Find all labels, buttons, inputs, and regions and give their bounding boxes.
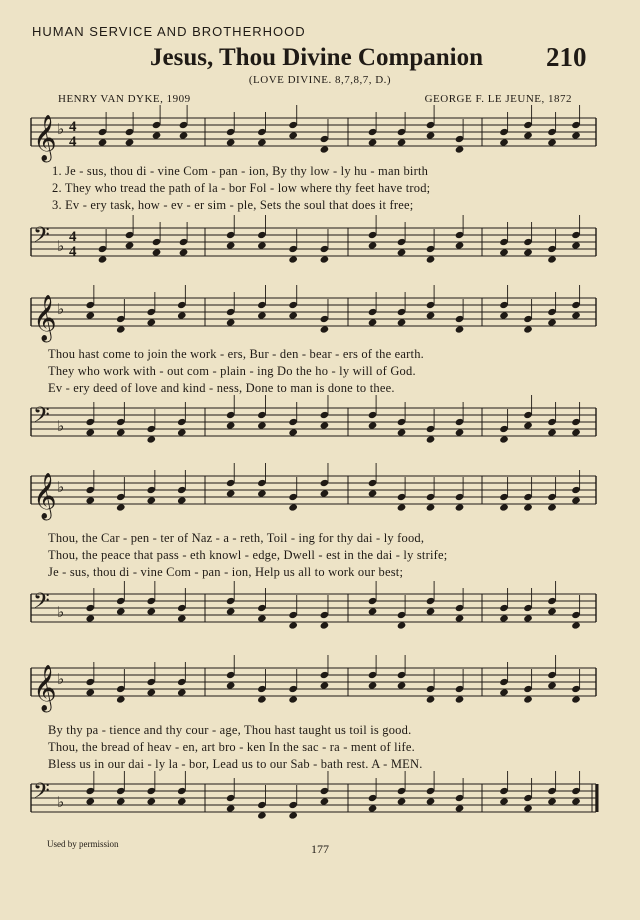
- notehead: [426, 695, 436, 703]
- notehead: [547, 428, 557, 436]
- notehead: [455, 695, 465, 703]
- notehead: [125, 138, 135, 146]
- notehead: [85, 614, 95, 622]
- notehead: [85, 797, 95, 805]
- notehead: [288, 621, 298, 629]
- notehead: [397, 318, 407, 326]
- notehead: [397, 138, 407, 146]
- notehead: [499, 138, 509, 146]
- notehead: [116, 797, 126, 805]
- lyric-line: They who work with - out com - plain - ing Do the ho - ly will of God.: [48, 364, 416, 378]
- flat-icon: ♭: [57, 239, 65, 255]
- notehead: [547, 681, 557, 689]
- lyric-line: Thou, the Car - pen - ter of Naz - a - reth, Toil - ing for thy dai - ly food,: [48, 531, 425, 545]
- notehead: [177, 496, 187, 504]
- notehead: [523, 503, 533, 511]
- notehead: [98, 255, 108, 263]
- notehead: [368, 241, 378, 249]
- notehead: [523, 804, 533, 812]
- notehead: [397, 248, 407, 256]
- notehead: [288, 311, 298, 319]
- notehead: [226, 607, 236, 615]
- notehead: [146, 688, 156, 696]
- notehead: [179, 248, 189, 256]
- lyric-line: Thou, the peace that pass - eth knowl - edge, Dwell - est in the dai - ly strife;: [48, 548, 448, 562]
- notehead: [257, 241, 267, 249]
- notehead: [397, 621, 407, 629]
- notehead: [179, 131, 189, 139]
- notehead: [177, 797, 187, 805]
- notehead: [85, 311, 95, 319]
- notehead: [455, 503, 465, 511]
- treble-clef-icon: 𝄞: [33, 665, 57, 711]
- notehead: [116, 695, 126, 703]
- notehead: [547, 255, 557, 263]
- time-signature-top: 4: [69, 229, 77, 245]
- notehead: [499, 311, 509, 319]
- bass-staff-3: [0, 588, 640, 658]
- notehead: [116, 503, 126, 511]
- bass-clef-icon: 𝄢: [33, 589, 50, 619]
- notehead: [177, 614, 187, 622]
- notehead: [499, 614, 509, 622]
- notehead: [146, 496, 156, 504]
- notehead: [571, 797, 581, 805]
- flat-icon: ♭: [57, 795, 65, 811]
- notehead: [397, 681, 407, 689]
- notehead: [320, 681, 330, 689]
- notehead: [426, 131, 436, 139]
- notehead: [116, 325, 126, 333]
- notehead: [226, 421, 236, 429]
- notehead: [523, 131, 533, 139]
- notehead: [455, 325, 465, 333]
- notehead: [85, 688, 95, 696]
- lyric-line: 1. Je - sus, thou di - vine Com - pan - ion, By thy low - ly hu - man birth: [52, 164, 429, 178]
- notehead: [146, 435, 156, 443]
- notehead: [571, 621, 581, 629]
- treble-clef-icon: 𝄞: [33, 295, 57, 341]
- notehead: [152, 248, 162, 256]
- notehead: [499, 248, 509, 256]
- flat-icon: ♭: [57, 672, 65, 688]
- notehead: [226, 138, 236, 146]
- notehead: [152, 131, 162, 139]
- notehead: [426, 503, 436, 511]
- notehead: [368, 489, 378, 497]
- notehead: [368, 318, 378, 326]
- bass-staff-1: [0, 222, 640, 292]
- notehead: [368, 804, 378, 812]
- notehead: [571, 311, 581, 319]
- notehead: [98, 138, 108, 146]
- notehead: [523, 614, 533, 622]
- lyric-line: 2. They who tread the path of la - bor Fol - low where thy feet have trod;: [52, 181, 431, 195]
- composer-credit: GEORGE F. LE JEUNE, 1872: [424, 93, 572, 105]
- treble-staff-3: [0, 470, 640, 540]
- hymn-number: 210: [546, 42, 587, 72]
- bass-staff-4: [0, 778, 640, 848]
- lyric-line: Bless us in our dai - ly la - bor, Lead us to our Sab - bath rest. A - MEN.: [48, 757, 423, 771]
- tune-name: (LOVE DIVINE. 8,7,8,7, D.): [248, 74, 392, 86]
- notehead: [455, 428, 465, 436]
- notehead: [226, 489, 236, 497]
- treble-staff-4: [0, 662, 640, 732]
- notehead: [257, 695, 267, 703]
- notehead: [571, 428, 581, 436]
- notehead: [397, 797, 407, 805]
- notehead: [257, 311, 267, 319]
- notehead: [116, 607, 126, 615]
- notehead: [146, 797, 156, 805]
- notehead: [368, 138, 378, 146]
- notehead: [455, 804, 465, 812]
- notehead: [368, 607, 378, 615]
- notehead: [320, 621, 330, 629]
- notehead: [455, 145, 465, 153]
- notehead: [288, 255, 298, 263]
- notehead: [226, 318, 236, 326]
- notehead: [499, 688, 509, 696]
- notehead: [116, 428, 126, 436]
- notehead: [523, 421, 533, 429]
- flat-icon: ♭: [57, 419, 65, 435]
- lyric-line: By thy pa - tience and thy cour - age, Thou hast taught us toil is good.: [48, 723, 412, 737]
- notehead: [226, 804, 236, 812]
- flat-icon: ♭: [57, 605, 65, 621]
- notehead: [177, 688, 187, 696]
- notehead: [226, 681, 236, 689]
- notehead: [288, 811, 298, 819]
- author-credit: HENRY VAN DYKE, 1909: [58, 93, 191, 105]
- notehead: [85, 428, 95, 436]
- bass-staff-2: [0, 402, 640, 472]
- lyric-line: Je - sus, thou di - vine Com - pan - ion, Help us all to work our best;: [48, 565, 404, 579]
- notehead: [177, 428, 187, 436]
- flat-icon: ♭: [57, 302, 65, 318]
- treble-clef-icon: 𝄞: [33, 115, 57, 161]
- notehead: [571, 496, 581, 504]
- notehead: [146, 607, 156, 615]
- time-signature-bottom: 4: [69, 134, 77, 150]
- notehead: [320, 145, 330, 153]
- notehead: [177, 311, 187, 319]
- lyric-line: Thou hast come to join the work - ers, Bur - den - bear - ers of the earth.: [48, 347, 424, 361]
- notehead: [426, 435, 436, 443]
- notehead: [288, 503, 298, 511]
- notehead: [547, 138, 557, 146]
- notehead: [547, 503, 557, 511]
- notehead: [320, 421, 330, 429]
- bass-clef-icon: 𝄢: [33, 223, 50, 253]
- permission-note: Used by permission: [47, 839, 119, 849]
- lyric-line: Thou, the bread of heav - en, art bro - ken In the sac - ra - ment of life.: [48, 740, 415, 754]
- bass-clef-icon: 𝄢: [33, 779, 50, 809]
- notehead: [85, 496, 95, 504]
- notehead: [455, 614, 465, 622]
- notehead: [499, 503, 509, 511]
- bass-clef-icon: 𝄢: [33, 403, 50, 433]
- notehead: [368, 421, 378, 429]
- notehead: [571, 241, 581, 249]
- notehead: [571, 131, 581, 139]
- notehead: [426, 311, 436, 319]
- treble-clef-icon: 𝄞: [33, 473, 57, 519]
- flat-icon: ♭: [57, 122, 65, 138]
- notehead: [426, 255, 436, 263]
- time-signature-bottom: 4: [69, 244, 77, 260]
- notehead: [547, 318, 557, 326]
- notehead: [499, 797, 509, 805]
- notehead: [499, 435, 509, 443]
- hymn-title: Jesus, Thou Divine Companion: [150, 44, 483, 71]
- time-signature-top: 4: [69, 119, 77, 135]
- notehead: [397, 503, 407, 511]
- notehead: [368, 681, 378, 689]
- notehead: [257, 811, 267, 819]
- notehead: [320, 489, 330, 497]
- notehead: [257, 614, 267, 622]
- notehead: [320, 797, 330, 805]
- notehead: [125, 241, 135, 249]
- notehead: [397, 428, 407, 436]
- notehead: [547, 797, 557, 805]
- page-number: 177: [311, 842, 329, 856]
- notehead: [320, 325, 330, 333]
- notehead: [288, 695, 298, 703]
- notehead: [455, 241, 465, 249]
- notehead: [257, 421, 267, 429]
- notehead: [426, 797, 436, 805]
- notehead: [146, 318, 156, 326]
- notehead: [226, 241, 236, 249]
- notehead: [523, 695, 533, 703]
- notehead: [426, 607, 436, 615]
- notehead: [547, 607, 557, 615]
- notehead: [320, 255, 330, 263]
- notehead: [288, 428, 298, 436]
- lyric-line: 3. Ev - ery task, how - ev - er sim - ple, Sets the soul that does it free;: [52, 198, 414, 212]
- lyric-line: Ev - ery deed of love and kind - ness, Done to man is done to thee.: [48, 381, 395, 395]
- notehead: [257, 138, 267, 146]
- notehead: [523, 325, 533, 333]
- notehead: [257, 489, 267, 497]
- notehead: [523, 248, 533, 256]
- section-heading: HUMAN SERVICE AND BROTHERHOOD: [32, 24, 306, 39]
- notehead: [288, 131, 298, 139]
- flat-icon: ♭: [57, 480, 65, 496]
- notehead: [571, 695, 581, 703]
